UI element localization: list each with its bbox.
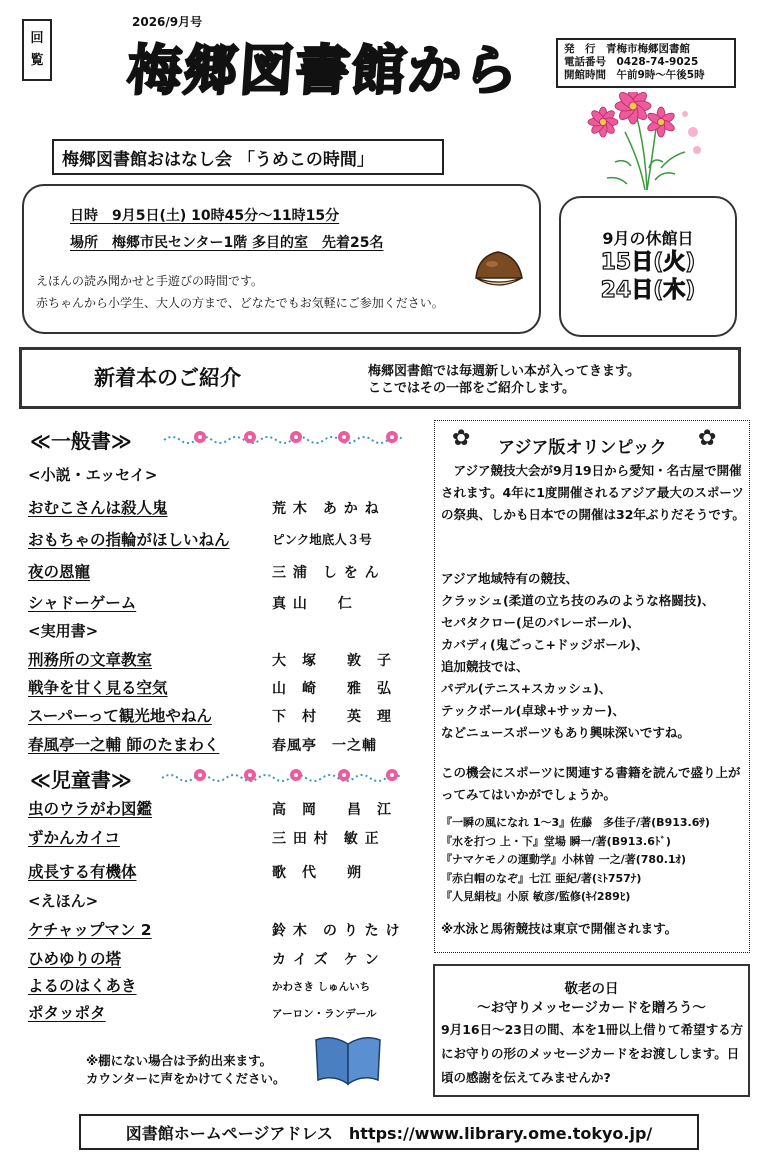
respect-aged-day-title: 敬老の日 xyxy=(564,981,619,997)
book-author: ピンク地底人３号 xyxy=(272,532,372,547)
open-book-icon xyxy=(312,1032,384,1088)
asia-intro-paragraph: アジア競技大会が9月19日から愛知・名古屋で開催されます。4年に1度開催されるアジア最大のスポーツの祭典、しかも日本での開催は32年ぶりだそうです。 xyxy=(441,463,745,522)
hours-line: 開館時間 午前9時～午後5時 xyxy=(564,69,705,81)
book-author: 高 岡 昌 江 xyxy=(272,802,392,818)
book-title: ポタッポタ xyxy=(28,1004,106,1022)
flower-dots-decoration xyxy=(160,764,410,786)
reservation-note-line: カウンターに声をかけてください。 xyxy=(86,1071,286,1086)
book-author: 山 崎 雅 弘 xyxy=(272,681,392,697)
book-author: カ イ ズ ケ ン xyxy=(272,952,380,968)
asia-sports-line: アジア地域特有の競技、 xyxy=(441,571,579,586)
asia-sports-line: クラッシュ(柔道の立ち技のみのような格闘技)、 xyxy=(441,593,715,608)
event-title: 梅郷図書館おはなし会 「うめこの時間」 xyxy=(52,139,444,175)
closed-day: 15日(火) xyxy=(600,250,696,275)
new-books-description xyxy=(368,363,640,397)
asia-sports-line: カバディ(鬼ごっこ+ドッジボール)、 xyxy=(441,637,649,652)
chestnut-icon xyxy=(470,248,526,294)
asia-book-list xyxy=(441,814,710,907)
general-books-heading: ≪一般書≫ xyxy=(30,429,132,453)
children-books-heading: ≪児童書≫ xyxy=(30,768,132,792)
masthead-title: 梅郷図書館から xyxy=(125,39,522,102)
new-books-title: 新着本のご紹介 xyxy=(94,366,241,390)
publisher-line: 発 行 青梅市梅郷図書館 xyxy=(564,43,690,55)
event-description: 赤ちゃんから小学生、大人の方まで、どなたでもお気軽にご参加ください。 xyxy=(36,296,444,310)
respect-aged-day-body: 9月16日～23日の間、本を1冊以上借りて希望する方にお守りの形のメッセージカードをお渡しします。日頃の感謝を伝えてみませんか? xyxy=(441,1022,744,1085)
book-author: 荒 木 あ か ね xyxy=(272,501,380,517)
circulation-char-1: 回 xyxy=(30,31,44,46)
asia-book-ref: 『一瞬の風になれ 1～3』佐藤 多佳子/著(B913.6ｻ) xyxy=(441,816,710,829)
event-date: 日時 9月5日(土) 10時45分～11時15分 xyxy=(70,208,340,224)
book-author: 三 田 村 敏 正 xyxy=(272,831,380,847)
asia-sports-list xyxy=(441,568,745,744)
reservation-note-line: ※棚にない場合は予約出来ます。 xyxy=(86,1053,273,1068)
asia-games-title: アジア版オリンピック xyxy=(498,438,667,458)
issue-label: 2026/9月号 xyxy=(132,15,203,29)
closed-days-panel xyxy=(559,196,737,337)
reservation-note xyxy=(86,1052,286,1088)
book-title: 刑務所の文章教室 xyxy=(28,651,153,669)
asia-sports-line: テックボール(卓球+サッカー)、 xyxy=(441,703,625,718)
flower-outline-icon: ✿ xyxy=(698,426,717,451)
closed-days-title: 9月の休館日 xyxy=(602,229,694,248)
book-title: 春風亭一之輔 師のたまわく xyxy=(28,736,220,754)
event-place: 場所 梅郷市民センター1階 多目的室 先着25名 xyxy=(70,235,384,251)
asia-book-ref: 『ナマケモノの運動学』小林曽 一之/著(780.1ｵ) xyxy=(441,853,687,866)
book-author: 鈴 木 の り た け xyxy=(272,923,401,939)
event-description: えほんの読み聞かせと手遊びの時間です。 xyxy=(36,274,264,288)
new-books-desc-line: ここではその一部をご紹介します。 xyxy=(368,381,575,396)
asia-closing-paragraph: この機会にスポーツに関連する書籍を読んで盛り上がってみてはいかがでしょうか。 xyxy=(441,765,741,802)
book-author: かわさき しゅんいち xyxy=(272,981,371,993)
book-title: ケチャップマン 2 xyxy=(28,921,152,939)
book-title: 戦争を甘く見る空気 xyxy=(28,679,168,697)
book-author: 歌 代 朔 xyxy=(272,865,362,881)
book-title: 成長する有機体 xyxy=(28,863,137,881)
book-title: スーパーって観光地やねん xyxy=(28,707,212,725)
book-title: 夜の恩寵 xyxy=(28,563,91,581)
asia-book-ref: 『人見絹枝』小原 敏彦/監修(ｷｲ289ﾋ) xyxy=(441,890,631,903)
asia-book-ref: 『水を打つ 上・下』堂場 瞬一/著(B913.6ﾄﾞ) xyxy=(441,834,671,848)
asia-sports-line: 追加競技では、 xyxy=(441,659,529,674)
asia-note: ※水泳と馬術競技は東京で開催されます。 xyxy=(441,921,678,936)
book-author: 真 山 仁 xyxy=(272,596,353,612)
asia-sports-line: パデル(テニス+スカッシュ)、 xyxy=(441,681,612,696)
homepage-url[interactable]: 図書館ホームページアドレス https://www.library.ome.tokyo.jp/ xyxy=(79,1114,699,1150)
picture-book-subheading: <えほん> xyxy=(28,892,99,910)
book-author: アーロン・ランデール xyxy=(272,1008,377,1020)
asia-book-ref: 『赤白帽のなぞ』七江 亜紀/著(ﾐﾄ757ﾅ) xyxy=(441,871,642,885)
circulation-stamp xyxy=(22,19,52,81)
book-title: よるのはくあき xyxy=(28,977,137,995)
book-title: シャドーゲーム xyxy=(28,594,137,612)
phone-line: 電話番号 0428-74-9025 xyxy=(564,56,699,68)
book-title: おもちゃの指輪がほしいねん xyxy=(28,531,230,549)
book-author: 三 浦 し を ん xyxy=(272,565,380,581)
book-title: 虫のウラがわ図鑑 xyxy=(28,800,153,818)
asia-sports-line: などニュースポーツもあり興味深いですね。 xyxy=(441,725,690,740)
book-author: 春風亭 一之輔 xyxy=(272,738,377,754)
new-books-desc-line: 梅郷図書館では毎週新しい本が入ってきます。 xyxy=(368,364,640,379)
cosmos-flower-illustration xyxy=(585,92,715,192)
closed-day: 24日(木) xyxy=(600,278,696,303)
book-title: ずかんカイコ xyxy=(28,829,120,847)
practical-subheading: <実用書> xyxy=(28,622,99,640)
novel-subheading: <小説・エッセイ> xyxy=(28,466,158,484)
flower-outline-icon: ✿ xyxy=(452,426,471,451)
respect-aged-day-subtitle: ～お守りメッセージカードを贈ろう～ xyxy=(477,1000,706,1016)
circulation-char-2: 覧 xyxy=(30,53,44,68)
book-author: 下 村 英 理 xyxy=(272,709,392,725)
publisher-box xyxy=(556,38,736,88)
book-author: 大 塚 敦 子 xyxy=(272,653,392,669)
book-title: おむこさんは殺人鬼 xyxy=(28,499,168,517)
book-title: ひめゆりの塔 xyxy=(28,950,122,968)
flower-dots-decoration xyxy=(162,426,412,448)
asia-sports-line: セパタクロー(足のバレーボール)、 xyxy=(441,615,640,630)
